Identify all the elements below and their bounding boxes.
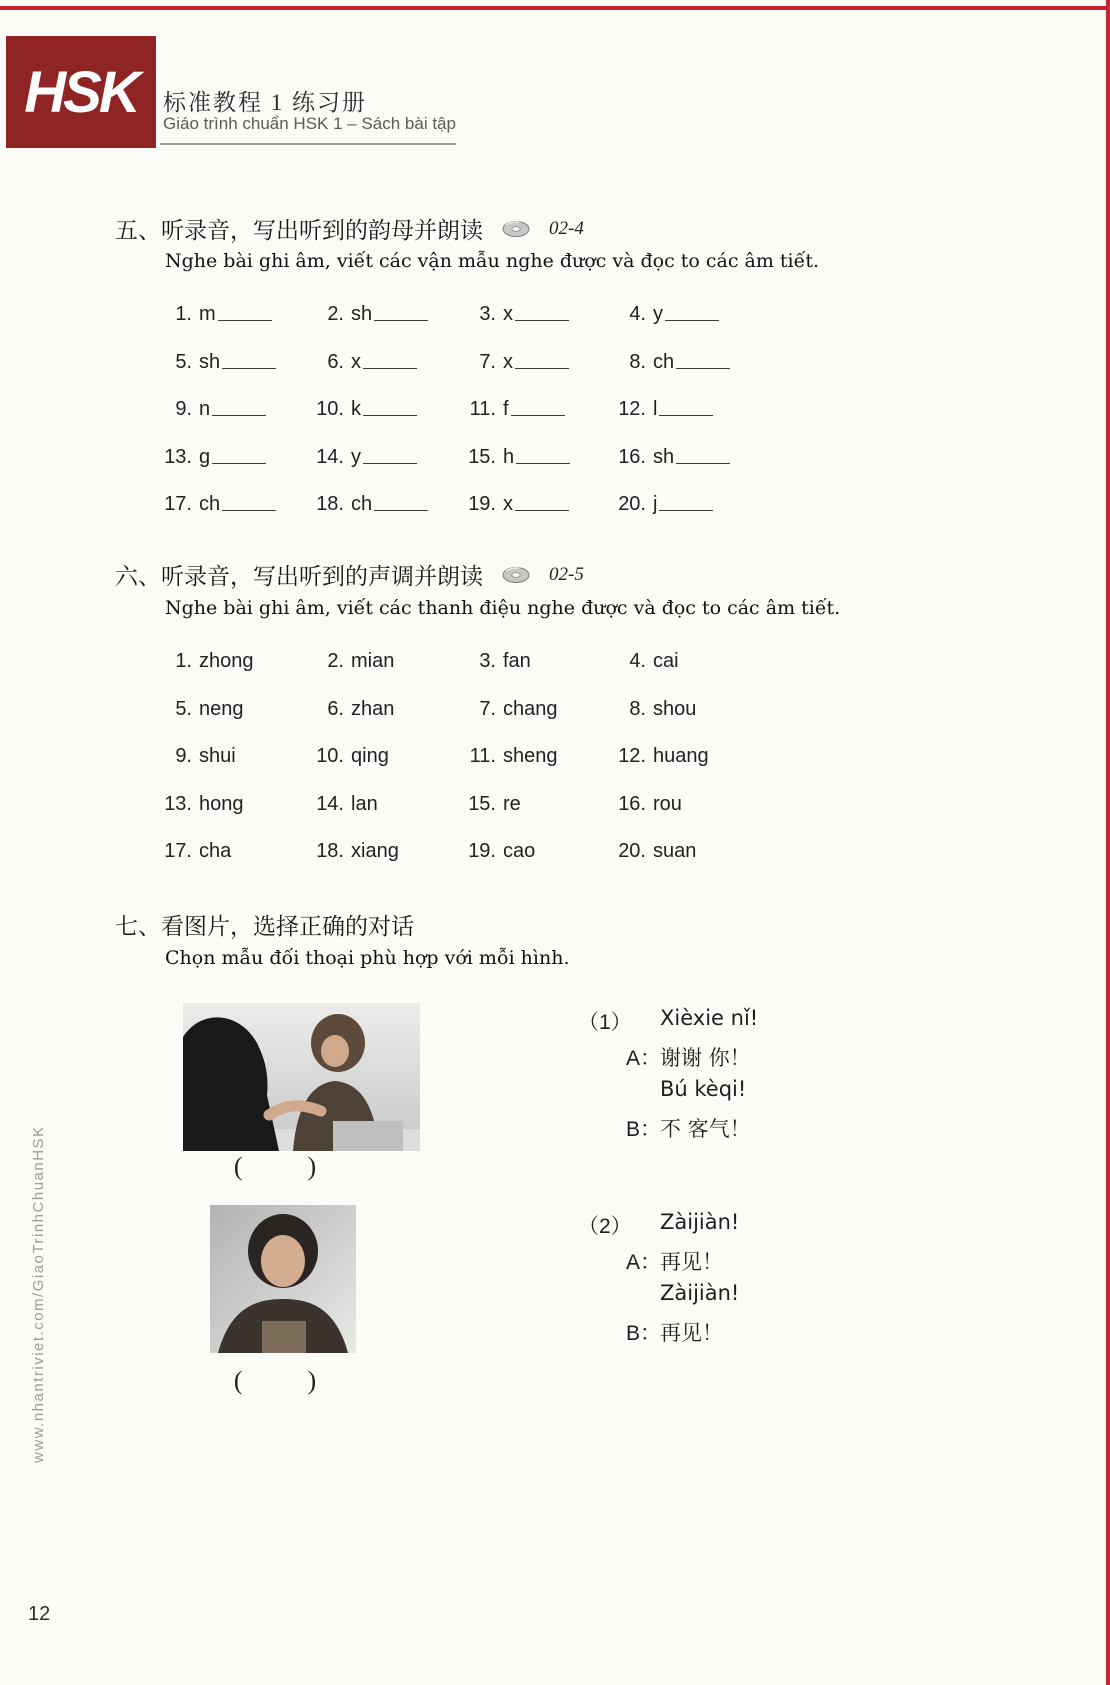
dialog-text: Xièxie nǐ! — [660, 1006, 759, 1030]
exercise-item — [454, 745, 604, 793]
item-number: 9. — [175, 745, 192, 767]
item-number: 19. — [468, 840, 496, 862]
item-number: 7. — [479, 350, 496, 373]
item-syllable: ch — [653, 350, 675, 373]
exercise-item — [604, 793, 754, 841]
hsk-logo — [6, 36, 156, 148]
item-syllable: h — [503, 445, 515, 468]
item-number: 3. — [479, 650, 496, 672]
speaker-label: A： — [626, 1250, 662, 1274]
exercise7-subtitle: Chọn mẫu đối thoại phù hợp với mỗi hình. — [165, 947, 570, 969]
exercise-item — [302, 398, 454, 446]
exercise-item — [454, 493, 604, 541]
answer-blank[interactable] — [659, 398, 713, 416]
dialog-line — [578, 1210, 739, 1246]
item-syllable: re — [503, 792, 521, 815]
page-number: 12 — [28, 1603, 51, 1625]
speaker-label: A： — [626, 1046, 662, 1070]
exercise6-heading — [115, 558, 584, 591]
item-syllable: chang — [503, 697, 558, 720]
dialog-line — [578, 1042, 758, 1078]
exercise-item — [150, 303, 302, 351]
answer-blank[interactable] — [676, 446, 730, 464]
item-number: 14. — [316, 792, 344, 815]
top-red-rule — [0, 6, 1110, 10]
dialog-line — [578, 1077, 758, 1113]
item-syllable: zhong — [199, 650, 254, 672]
item-number: 18. — [316, 493, 344, 515]
exercise-item — [150, 446, 302, 494]
item-syllable: cao — [503, 840, 536, 862]
side-watermark-url: www.nhantriviet.com/GiaoTrinhChuanHSK — [30, 1125, 47, 1463]
item-syllable: rou — [653, 792, 682, 815]
item-number: 8. — [629, 350, 646, 373]
exercise-item — [150, 398, 302, 446]
item-syllable: shou — [653, 697, 697, 720]
item-number: 19. — [468, 493, 496, 515]
item-syllable: y — [653, 303, 663, 325]
dialog-text: Zàijiàn! — [660, 1210, 740, 1234]
exercise5-heading — [115, 212, 584, 245]
answer-blank[interactable] — [218, 303, 272, 321]
exercise-item — [150, 840, 302, 888]
item-syllable: qing — [351, 745, 389, 767]
item-syllable: sh — [199, 350, 221, 373]
exercise-item — [302, 303, 454, 351]
item-number: 18. — [316, 840, 344, 862]
exercise-item — [302, 446, 454, 494]
item-number: 9. — [175, 398, 192, 420]
item-number: 20. — [618, 840, 646, 862]
exercise7-heading — [115, 908, 414, 941]
item-number: 15. — [468, 445, 496, 468]
answer-blank[interactable] — [515, 351, 569, 369]
item-number: 7. — [479, 697, 496, 720]
item-number: 15. — [468, 792, 496, 815]
item-number: 10. — [316, 398, 344, 420]
answer-blank[interactable] — [511, 398, 565, 416]
dialog-1 — [578, 1006, 758, 1148]
answer-blank[interactable] — [659, 493, 713, 511]
item-syllable: cai — [653, 650, 679, 672]
item-syllable: suan — [653, 840, 697, 862]
cd-icon — [501, 219, 531, 239]
answer-blank[interactable] — [515, 493, 569, 511]
answer-blank[interactable] — [363, 446, 417, 464]
exercise-item — [454, 351, 604, 399]
item-number: 16. — [618, 792, 646, 815]
exercise-item — [604, 745, 754, 793]
answer-blank[interactable] — [515, 303, 569, 321]
item-syllable: m — [199, 303, 216, 325]
dialog-line — [578, 1113, 758, 1149]
answer-blank[interactable] — [374, 303, 428, 321]
dialog-number: （1） — [578, 1011, 632, 1034]
exercise-item — [150, 698, 302, 746]
dialog-number: （2） — [578, 1215, 632, 1238]
item-syllable: ch — [351, 493, 373, 515]
answer-parens[interactable]: ( ) — [233, 1366, 317, 1395]
answer-blank[interactable] — [676, 351, 730, 369]
item-number: 3. — [479, 303, 496, 325]
item-number: 17. — [164, 493, 192, 515]
item-number: 2. — [327, 303, 344, 325]
item-syllable: y — [351, 445, 361, 468]
item-syllable: x — [351, 350, 361, 373]
exercise-item — [604, 493, 754, 541]
dialog-2 — [578, 1210, 739, 1352]
item-syllable: neng — [199, 697, 244, 720]
answer-blank[interactable] — [222, 351, 276, 369]
exercise-item — [454, 650, 604, 698]
answer-blank[interactable] — [222, 493, 276, 511]
item-syllable: sh — [351, 303, 373, 325]
item-number: 8. — [629, 697, 646, 720]
answer-blank[interactable] — [516, 446, 570, 464]
item-number: 6. — [327, 350, 344, 373]
exercise-item — [604, 398, 754, 446]
exercise-item — [150, 493, 302, 541]
item-number: 1. — [175, 650, 192, 672]
dialog-line — [578, 1246, 739, 1282]
dialog-text: Zàijiàn! — [660, 1281, 740, 1305]
cd-icon — [501, 565, 531, 585]
item-number: 17. — [164, 840, 192, 862]
exercise-item — [302, 840, 454, 888]
exercise-item — [604, 698, 754, 746]
exercise-item — [454, 698, 604, 746]
dialog-line — [578, 1317, 739, 1353]
exercise-item — [150, 650, 302, 698]
item-syllable: hong — [199, 792, 244, 815]
item-syllable: sheng — [503, 745, 558, 767]
item-syllable: huang — [653, 745, 709, 767]
item-syllable: x — [503, 493, 513, 515]
exercise-item — [454, 840, 604, 888]
item-number: 11. — [469, 745, 496, 767]
item-number: 5. — [175, 697, 192, 720]
item-number: 12. — [618, 398, 646, 420]
exercise-item — [150, 351, 302, 399]
audio-track-number: 02-5 — [549, 563, 584, 585]
exercise-item — [150, 793, 302, 841]
header-divider — [160, 143, 456, 145]
item-number: 16. — [618, 445, 646, 468]
exercise-item — [302, 698, 454, 746]
exercise-item — [604, 840, 754, 888]
item-number: 12. — [618, 745, 646, 767]
item-number: 4. — [629, 650, 646, 672]
photo-handshake — [183, 1003, 420, 1151]
item-syllable: j — [653, 493, 658, 515]
item-syllable: k — [351, 398, 361, 420]
exercise-item — [454, 303, 604, 351]
speaker-label: B： — [626, 1117, 662, 1141]
item-number: 14. — [316, 445, 344, 468]
item-number: 20. — [618, 493, 646, 515]
item-number: 5. — [175, 350, 192, 373]
hsk-logo-text: HSK — [24, 59, 138, 125]
item-number: 2. — [327, 650, 344, 672]
item-syllable: n — [199, 398, 211, 420]
exercise-item — [150, 745, 302, 793]
exercise-item — [454, 398, 604, 446]
audio-track-number: 02-4 — [549, 217, 584, 239]
dialog-text: 再见！ — [660, 1249, 723, 1274]
speaker-label: B： — [626, 1321, 662, 1345]
answer-parens[interactable]: ( ) — [233, 1152, 317, 1181]
answer-blank[interactable] — [363, 351, 417, 369]
exercise-item — [604, 650, 754, 698]
exercise-item — [454, 793, 604, 841]
item-syllable: g — [199, 445, 211, 468]
dialog-text: 不 客气！ — [660, 1116, 751, 1141]
answer-blank[interactable] — [212, 398, 266, 416]
item-syllable: sh — [653, 445, 675, 468]
item-syllable: zhan — [351, 697, 395, 720]
item-number: 13. — [164, 445, 192, 468]
exercise-item — [302, 493, 454, 541]
item-number: 6. — [327, 697, 344, 720]
series-title-chinese: 标准教程 1 练习册 — [163, 90, 367, 115]
item-number: 13. — [164, 792, 192, 815]
item-syllable: lan — [351, 792, 378, 815]
exercise-item — [604, 351, 754, 399]
exercise-item — [302, 793, 454, 841]
exercise7-heading-text: 七、看图片，选择正确的对话 — [115, 914, 414, 939]
item-syllable: l — [653, 398, 658, 420]
item-syllable: mian — [351, 650, 395, 672]
answer-blank[interactable] — [363, 398, 417, 416]
exercise-item — [302, 650, 454, 698]
item-syllable: f — [503, 398, 509, 420]
exercise5-grid — [150, 303, 754, 541]
exercise5-heading-text: 五、听录音，写出听到的韵母并朗读 — [115, 218, 483, 243]
answer-blank[interactable] — [374, 493, 428, 511]
exercise-item — [302, 745, 454, 793]
dialog-text: 谢谢 你！ — [660, 1045, 751, 1070]
exercise6-grid — [150, 650, 754, 888]
exercise-item — [604, 446, 754, 494]
item-syllable: cha — [199, 840, 232, 862]
series-title-vietnamese: Giáo trình chuẩn HSK 1 – Sách bài tập — [163, 114, 456, 133]
answer-blank[interactable] — [665, 303, 719, 321]
exercise6-heading-text: 六、听录音，写出听到的声调并朗读 — [115, 564, 483, 589]
dialog-line — [578, 1006, 758, 1042]
item-number: 11. — [469, 398, 496, 420]
right-red-rule — [1106, 0, 1110, 1685]
item-syllable: xiang — [351, 840, 399, 862]
item-syllable: fan — [503, 650, 531, 672]
item-syllable: x — [503, 303, 513, 325]
dialog-text: 再见！ — [660, 1320, 723, 1345]
item-number: 1. — [175, 303, 192, 325]
item-number: 4. — [629, 303, 646, 325]
dialog-text: Bú kèqi! — [660, 1077, 747, 1101]
answer-blank[interactable] — [212, 446, 266, 464]
exercise5-subtitle: Nghe bài ghi âm, viết các vận mẫu nghe được và đọc to các âm tiết. — [165, 250, 819, 272]
exercise-item — [302, 351, 454, 399]
item-number: 10. — [316, 745, 344, 767]
exercise-item — [604, 303, 754, 351]
exercise-item — [454, 446, 604, 494]
dialog-line — [578, 1281, 739, 1317]
item-syllable: ch — [199, 493, 221, 515]
exercise6-subtitle: Nghe bài ghi âm, viết các thanh điệu nghe được và đọc to các âm tiết. — [165, 597, 841, 619]
item-syllable: x — [503, 350, 513, 373]
item-syllable: shui — [199, 745, 236, 767]
photo-portrait — [210, 1205, 356, 1353]
